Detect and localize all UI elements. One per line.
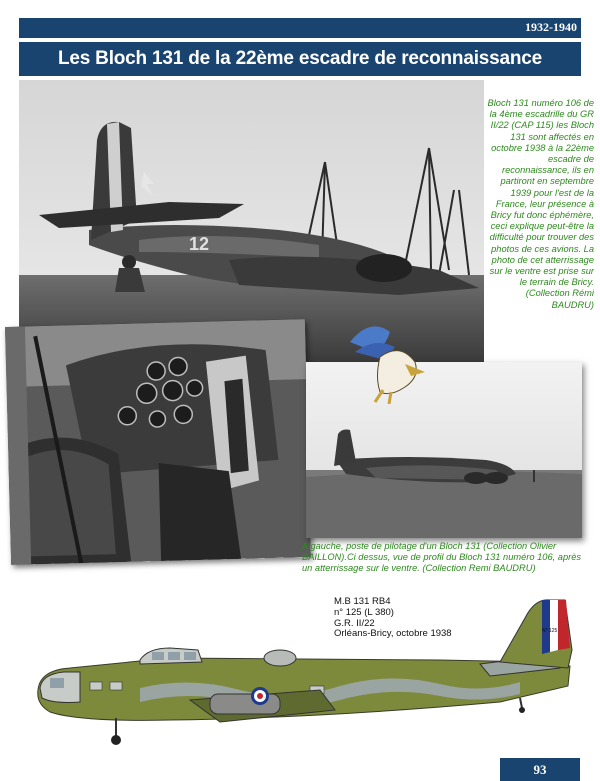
- aircraft-profile-drawing: [20, 590, 580, 750]
- page-number-box: [500, 758, 580, 781]
- page-number: 93: [533, 761, 547, 777]
- caption-bottom: A gauche, poste de pilotage d'un Bloch 131 (Collection Olivier BAILLON).Ci dessus, vue de profil du Bloch 131 numéro 106, après un atterrissage sur le ventre. (Collection Remi BAUDRU): [302, 541, 582, 574]
- page-title: Les Bloch 131 de la 22ème escadre de reconnaissance: [57, 48, 543, 69]
- photo-cockpit: [5, 319, 311, 565]
- profile-line: n° 125 (L 380): [334, 606, 394, 618]
- header-top-bar: [19, 18, 581, 38]
- squadron-emblem-bird: [345, 312, 429, 404]
- aircraft-number: 12: [189, 234, 210, 254]
- profile-line: G.R. II/22: [334, 617, 375, 629]
- profile-line: Orléans-Bricy, octobre 1938: [334, 628, 452, 640]
- title-bar: [19, 42, 581, 76]
- period-label: 1932-1940: [525, 20, 577, 34]
- tail-code: N° 125: [542, 628, 558, 634]
- profile-line: M.B 131 RB4: [334, 596, 391, 607]
- caption-top-right: Bloch 131 numéro 106 de la 4ème escadrille du GR II/22 (CAP 115) les Bloch 131 sont affectés en octobre 1938 à la 22ème escadre de reconnaissance, ils en partiront en septembre 1939 pour l'est de la France, leur présence à Bricy fut donc éphémère, ceci explique peut-être la difficulté pour trouver des photos de ces avions. La photo de cet atterrissage sur le ventre est prise sur le terrain de Bricy. (Collection Rémi BAUDRU): [487, 98, 594, 310]
